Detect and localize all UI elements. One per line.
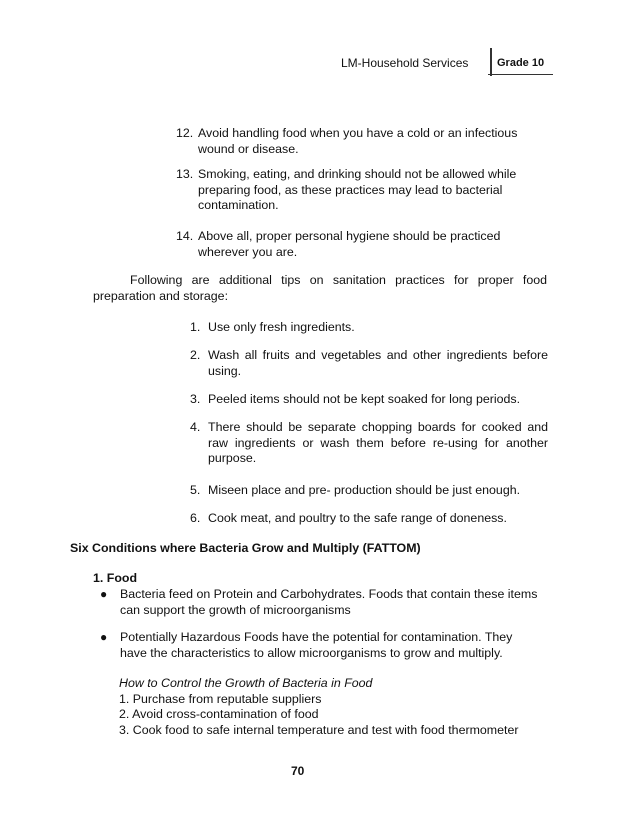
tip-item-5	[190, 483, 548, 499]
bullet-item	[100, 587, 538, 618]
list-item-number: 13.	[176, 167, 194, 181]
list-item-12	[176, 126, 536, 157]
tip-number: 2.	[190, 348, 201, 362]
header-course-title: LM-Household Services	[341, 56, 469, 70]
tip-text: Use only fresh ingredients.	[208, 320, 355, 334]
page-number: 70	[291, 764, 305, 778]
bullet-dot-icon: ●	[100, 587, 108, 601]
list-item-13	[176, 167, 536, 214]
bullet-dot-icon: ●	[100, 630, 108, 644]
tip-number: 6.	[190, 511, 201, 525]
list-item-text: Above all, proper personal hygiene should be practiced wherever you are.	[198, 229, 501, 259]
bullet-text: Bacteria feed on Protein and Carbohydrates. Foods that contain these items can support the growth of microorganisms	[120, 587, 538, 617]
howto-block	[119, 676, 539, 738]
subsection-title: 1. Food	[93, 571, 138, 585]
intro-paragraph	[93, 273, 547, 304]
tip-number: 4.	[190, 420, 201, 434]
howto-item: 2. Avoid cross-contamination of food	[119, 707, 319, 721]
header-divider	[490, 48, 492, 76]
header-grade-label: Grade 10	[497, 57, 545, 69]
intro-paragraph-text: Following are additional tips on sanitation practices for proper food preparation and storage:	[93, 273, 547, 303]
tip-item-6	[190, 511, 548, 527]
tip-text: Cook meat, and poultry to the safe range of doneness.	[208, 511, 507, 525]
howto-item: 3. Cook food to safe internal temperature and test with food thermometer	[119, 722, 519, 737]
list-item-text: Smoking, eating, and drinking should not be allowed while preparing food, as these practices may lead to bacterial contamination.	[198, 167, 517, 212]
section-title: Six Conditions where Bacteria Grow and Multiply (FATTOM)	[70, 541, 421, 555]
tip-item-1	[190, 320, 548, 336]
tip-number: 5.	[190, 483, 201, 497]
list-item-number: 14.	[176, 229, 194, 243]
howto-title: How to Control the Growth of Bacteria in Food	[119, 676, 373, 690]
bullet-text: Potentially Hazardous Foods have the potential for contamination. They have the characteristics to allow microorganisms to grow and multiply.	[120, 630, 513, 660]
tip-number: 1.	[190, 320, 201, 334]
tip-text: There should be separate chopping boards for cooked and raw ingredients or wash them before re-using for another purpose.	[208, 420, 548, 465]
tip-number: 3.	[190, 392, 201, 406]
list-item-14	[176, 229, 536, 260]
howto-item: 1. Purchase from reputable suppliers	[119, 691, 322, 706]
tip-item-3	[190, 392, 548, 408]
list-item-text: Avoid handling food when you have a cold or an infectious wound or disease.	[198, 126, 518, 156]
header-rule	[488, 74, 553, 75]
list-item-number: 12.	[176, 126, 194, 140]
tip-item-4	[190, 420, 548, 467]
tip-text: Wash all fruits and vegetables and other ingredients before using.	[208, 348, 548, 378]
bullet-item	[100, 630, 538, 661]
tip-item-2	[190, 348, 548, 379]
tip-text: Peeled items should not be kept soaked for long periods.	[208, 392, 521, 406]
tip-text: Miseen place and pre- production should be just enough.	[208, 483, 521, 497]
